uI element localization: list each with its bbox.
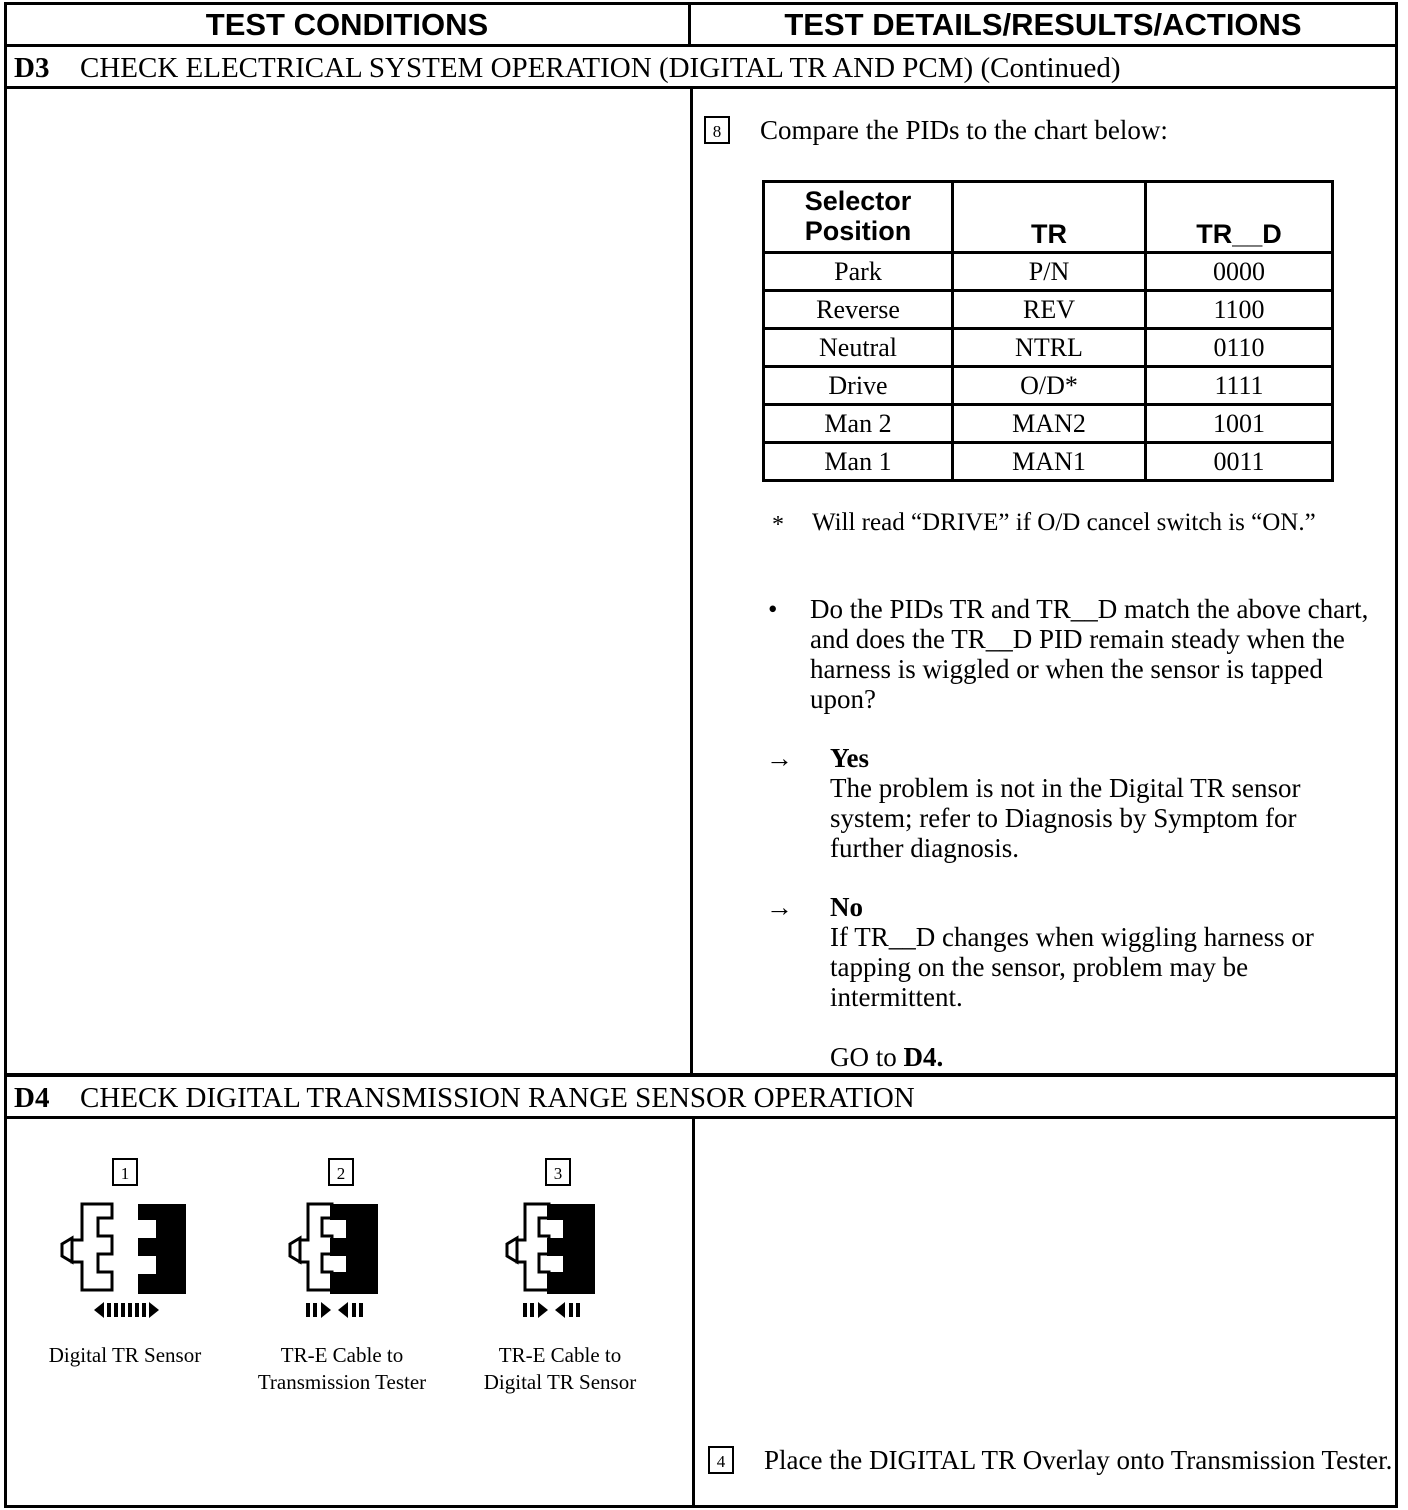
frame-right	[1395, 2, 1398, 1508]
table-cell: 1111	[1146, 367, 1333, 405]
table-cell: P/N	[953, 253, 1146, 291]
connector-3-number: 3	[545, 1158, 571, 1186]
d4-code: D4	[14, 1082, 50, 1114]
table-cell: 1001	[1146, 405, 1333, 443]
table-cell: Man 2	[764, 405, 953, 443]
connector-3-label: TR-E Cable to Digital TR Sensor	[483, 1343, 637, 1394]
no-label: No	[830, 892, 863, 922]
table-row	[764, 443, 1333, 481]
goto-d4	[830, 1042, 943, 1072]
d4-step-text: Place the DIGITAL TR Overlay onto Transmission Tester.	[764, 1445, 1393, 1475]
table-cell: Park	[764, 253, 953, 291]
table-cell: MAN2	[953, 405, 1146, 443]
table-row	[764, 405, 1333, 443]
connector-1-number: 1	[112, 1158, 138, 1186]
table-cell: MAN1	[953, 443, 1146, 481]
table-cell: Reverse	[764, 291, 953, 329]
connector-2-number: 2	[328, 1158, 354, 1186]
connector-tre-cable-sensor-icon	[505, 1200, 615, 1330]
table-cell: NTRL	[953, 329, 1146, 367]
yes-arrow: →	[766, 743, 793, 773]
table-cell: REV	[953, 291, 1146, 329]
table-row	[764, 291, 1333, 329]
pid-col-tr-d: TR__D	[1146, 182, 1333, 253]
header-bottom-rule	[4, 44, 1398, 47]
frame-left	[4, 2, 7, 1508]
table-cell: 0110	[1146, 329, 1333, 367]
d4-section-title	[14, 1080, 915, 1116]
d3-step-text: Compare the PIDs to the chart below:	[760, 115, 1168, 145]
d3-bottom-rule	[4, 1073, 1398, 1077]
d3-code: D3	[14, 52, 50, 84]
pid-table-header-row	[764, 182, 1333, 253]
table-row	[764, 329, 1333, 367]
d3-step-number: 8	[704, 116, 730, 144]
table-cell: 1100	[1146, 291, 1333, 329]
frame-bottom	[4, 1505, 1398, 1508]
goto-text: GO to	[830, 1042, 897, 1072]
question-text: Do the PIDs TR and TR__D match the above chart, and does the TR__D PID remain steady when the harness is wiggled or when the sensor is tapped upon?	[810, 594, 1369, 714]
connector-1-label: Digital TR Sensor	[48, 1343, 202, 1367]
pid-col-tr: TR	[953, 182, 1146, 253]
yes-label: Yes	[830, 743, 869, 773]
d4-title-rule	[4, 1116, 1398, 1119]
table-cell: 0011	[1146, 443, 1333, 481]
pid-table	[762, 180, 1334, 482]
no-text: If TR__D changes when wiggling harness or tapping on the sensor, problem may be intermittent.	[830, 922, 1314, 1012]
footnote-text: Will read “DRIVE” if O/D cancel switch is “ON.”	[812, 509, 1316, 536]
table-row	[764, 253, 1333, 291]
d3-title: CHECK ELECTRICAL SYSTEM OPERATION (DIGITAL TR AND PCM) (Continued)	[80, 52, 1121, 84]
goto-target: D4.	[903, 1042, 944, 1072]
connector-digital-tr-sensor-icon	[60, 1200, 190, 1330]
table-row	[764, 367, 1333, 405]
yes-text: The problem is not in the Digital TR sensor system; refer to Diagnosis by Symptom for further diagnosis.	[830, 773, 1301, 863]
table-cell: Man 1	[764, 443, 953, 481]
footnote-mark: *	[772, 512, 784, 538]
table-cell: Neutral	[764, 329, 953, 367]
table-cell: Drive	[764, 367, 953, 405]
header-test-conditions: TEST CONDITIONS	[205, 7, 489, 42]
d4-column-divider	[692, 1116, 695, 1508]
d3-section-title	[14, 50, 1121, 86]
d4-title: CHECK DIGITAL TRANSMISSION RANGE SENSOR OPERATION	[80, 1082, 915, 1114]
table-cell: 0000	[1146, 253, 1333, 291]
table-cell: O/D*	[953, 367, 1146, 405]
question-bullet: •	[768, 594, 778, 624]
header-test-details: TEST DETAILS/RESULTS/ACTIONS	[784, 7, 1302, 42]
d3-title-rule	[4, 86, 1398, 89]
d3-column-divider	[690, 86, 693, 1076]
pid-col-selector-position: Selector Position	[764, 182, 953, 253]
d4-step-number: 4	[708, 1446, 734, 1474]
connector-tre-cable-tester-icon	[288, 1200, 398, 1330]
connector-2-label: TR-E Cable to Transmission Tester	[257, 1343, 427, 1394]
no-arrow: →	[766, 892, 793, 922]
